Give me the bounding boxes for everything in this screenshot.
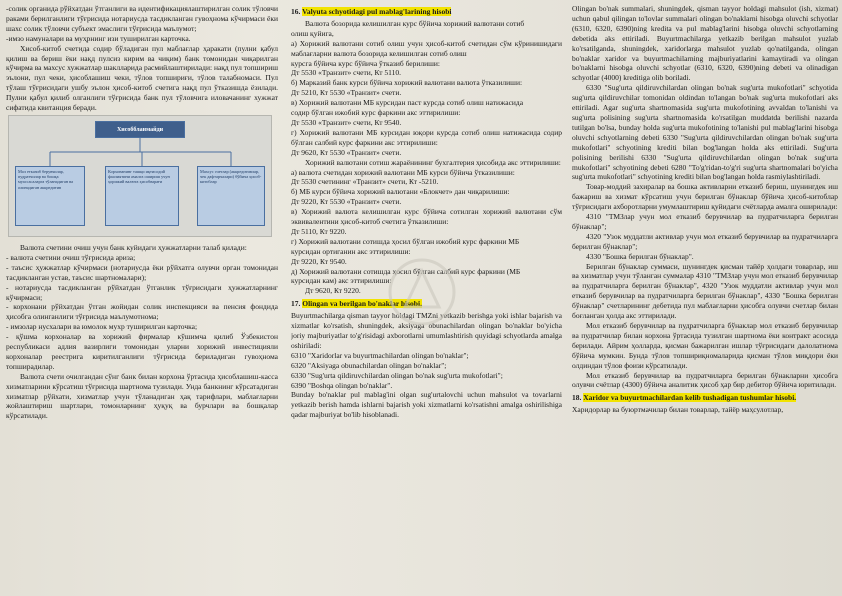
paragraph: Харидорлар ва буюртмачилар билан товарлар, тайёр маҳсулотлар, (572, 405, 784, 415)
column-right (572, 4, 838, 594)
list-item-text: корхонани рўйхатдан ўтган жойидан солик инспекцияси ва пенсия фондида ҳисобга олинганлиги тўғрисида маълумотнома; (6, 302, 278, 322)
text-line: 6390 "Boshqa olingan bo'naklar". (291, 380, 393, 390)
paragraph: Хорижий валютани сотиш жараёнининг бухгалтерия ҳисобида акс эттирилиши: (305, 157, 561, 167)
diagram-top-box: Хисоббланмайди (95, 121, 185, 138)
paragraph: Olingan bo'nak summalari, shuningdek, qisman tayyor holdagi mahsulot (ish, xizmat) uchun qabul qilingan to'lovlar summalari olingan bo'naklarni hisobga oluvchi schyotlar (6310, 6320, 6390)ning kredita va pul mablag'larini hisobga oluvchi schyotlarning debetida aks ettiriladi. Buyurtmachilarga yetkazib berilgan mahsulot yuzlab ko'rsatilganda, shuningdek, xaridorlarga mahsulot yuzlab qo'natilganda, olingan bo'naklar xaridor va buyurtmachilarning majburiyatlarini kamaytiradi va olingan bo'naklarni hisobga oluvchi schyotlar (6310, 6320, 6390)ning debeti va olinadigan schyotlar (4000) kreditiga olib boriladi. (572, 4, 838, 83)
heading-number: 16. (291, 7, 301, 16)
text-line: Дт 5530 счетининг «Транзит» счети, Кт -5210. (291, 177, 439, 187)
paragraph: Мол етказиб берувчилар ва пудратчиларга берилган бўнакларни ҳисобга олувчи счётлар (4300) бўйича аналитик ҳисоб ҳар бир дебитор бўйича юритилади. (572, 370, 838, 390)
scheme-diagram (8, 115, 272, 237)
text-line: г) Хорижий валютани сотишда ҳосил бўлган ижобий курс фаркини МБ (291, 236, 520, 246)
text-line: Дт 5530 «Транзит» счети, Кт 9540. (291, 117, 402, 127)
text-line: в) Хорижий валюта келишилган курс бўйича сотилган хорижий валютани сўм эквивалентини ҳисоб-китоб счетига ўтказилиши: (291, 207, 562, 227)
text-line: курсидан ортиганин акс эттирилиши: (291, 246, 411, 256)
text-line: Дт 9620, Кт 9220. (305, 286, 361, 296)
diagram-box-3: Махсус счетлар (аккредитивлар, чек дафтарчалари) бўйича ҳисоб-китоблар (197, 166, 265, 226)
paragraph: 6330 "Sug'urta qildiruvchilardan olingan bo'nak sug'urta mukofotlari" schyotida sug'urta qildiruvchilar tomonidan oldindan to'langan bo'nak sug'urta mukofotlari aks ettiriladi. Agar sug'urta shartnomasida sug'urta mukofotining avvaldan to'lanishi va sug'urta polisining sug'urta shartnomasida ko'rsatilgan muddatda berilishi nazarda tutilgan bo'lsa, bunday holda sug'urta mukofotining to'lanishi pul mablag'larini hisobga oluvchi schyotlarning debeti 6330 "Sug'urta qildiruvchilardan olingan bo'nak sug'urta mukofotlari" schyotining krediti bilan bog'langan holda aks ettiriladi. Sug'urta polisining berilishi 6330 "Sug'urta qildiruvchilardan olingan bo'nak sug'urta mukofotlari" schyotining debeti 6280 "To'g'ridan-to'g'ri sug'urta shartnomalari bo'yicha sug'urta mukofotlari" schyotining krediti bilan bog'langan holda rasmiylashtiriladi. (572, 83, 838, 182)
heading-text: Xaridor va buyurtmachilardan kelib tushadigan tushumlar hisobi. (583, 393, 797, 403)
text-line: Дт 5210, Кт 5530 «Транзит» счети. (291, 88, 402, 98)
text-line: 6310 "Xaridorlar va buyurtmachilardan olingan bo'naklar"; (291, 350, 469, 360)
text-line: курсга бўйича курс бўйича ўтказиб берилиши: (291, 58, 441, 68)
paragraph: Валюта бозорида келишилган курс бўйича хорижий валютани сотиб (305, 18, 525, 28)
heading-text: Valyuta schyotidagi pul mablag'larining hisobi (302, 7, 452, 16)
diagram-box-1: Мол етказиб берувчилар, пудратчилар ва бошқа муассасаларга тўланадиган ва олинадиган аккредитив (15, 166, 85, 226)
list-item-text: имзолар нусхалари ва юмолок мухр туширилган карточка; (10, 322, 198, 332)
list-item-text: қўшма корхоналар ва хорижий фирмалар кўшимча қилиб Ўзбекистон республикаси адлия вазирлиги томонидан уларни хорижий инвестицияли корхоналар реестрига киритилганлиги тўғрисида бериладиган гувоҳнома топширадилар. (6, 332, 278, 371)
list-item: - имзолар нусхалари ва юмолок мухр туширилган карточка; (6, 322, 198, 332)
paragraph: Bunday bo'naklar pul mablag'ini olgan sug'urtalovchi uchun mahsulot va tovarlarni yetkazib berish hamda ishlarni bajarish yoki xizmatlarni ko'rsatishni amalga oshirilishiga qadar majburiyat bo'lib hisoblanadi. (291, 390, 562, 420)
text-line: 6330 "Sug'urta qildiruvchilardan olingan bo'nak sug'urta mukofotlari"; (291, 370, 503, 380)
text-line: а) валюта счетидан хорижий валютани МБ курси бўйича ўтказилиши: (291, 167, 515, 177)
heading-number: 17. (291, 299, 301, 309)
text-line: а) Хорижий валютани сотиб олиш учун ҳисоб-китоб счетидан сўм кўринишидаги маблағларни валюта бозорида келишилган сотиб олиш (291, 38, 562, 58)
text-line: д) Хорижий валютани сотишда ҳосил бўлган салбий курс фаркини (МБ (291, 266, 521, 276)
list-item: - валюта счетини очиш тўғрисида ариза; (6, 252, 136, 262)
watermark-logo (385, 255, 460, 330)
list-item: 4320 "Узок муддатли активлар учун мол етказиб берувчилар ва пудратчиларга берилган бўнаклар"; (572, 231, 838, 251)
section-heading-16 (291, 7, 562, 17)
heading-text: Olingan va berilgan bo'naklar hisobi. (302, 299, 422, 309)
text-line: курсидан кам) акс эттирилиши: (291, 276, 392, 286)
text-line: в) Хорижий валютани МБ курсидан паст курсда сотиб олиш натижасида (291, 98, 524, 108)
heading-number: 18. (572, 393, 582, 403)
column-left (6, 4, 278, 594)
list-item-text: таъсис ҳужжатлар кўчирмаси (нотариусда ёки рўйхатга олувчи орган томонидан тасдикланган устав, таъсис шартномалари); (6, 262, 278, 282)
text-line: г) Хорижий валютани МБ курсидан юқори курсда сотиб олиш натижасида содир бўлган салбий курс фаркини акс эттирилиши: (291, 127, 562, 147)
paragraph: Buyurtmachilarga qisman tayyor holdagi TMZni yetkazib berishga yoki ishlar bajarish va xizmatlar ko'rsatish, shuningdek, aksiyaga obunachilardan olingan bo'naklar bo'yicha joriy majburiyatlar to'g'risidagi axborotlarni umumlashtirish quyidagi schyotlarda amalga oshiriladi: (291, 311, 562, 350)
list-item-text: валюта счетини очиш тўғрисида ариза; (10, 252, 136, 262)
diagram-box-2: Корхонанинг ташқи иқтисодий фаолиятини амалга ошириш учун ҳорижий валюта ҳисобварағи (105, 166, 179, 226)
text-line: -имзо намуналари ва муҳрнинг изи туширилган карточка. (6, 33, 191, 43)
text-line: б) Марказий банк курси бўйича хорижий валютани валюта ўтказилиши: (291, 78, 523, 88)
paragraph: Хисоб-китоб счетида содир бўладиган пул маблағлар ҳаракати (пулни қабул қилиш ва бериш ёки нақд пулсиз кирим ва чиқим) банк томонидан чиқарилган кўчирма ва махсус хужжатлар шаклларида расмийлаштирилади: нақд пул топшириш эълони, пул чеки, ҳисоблашиш чеки, тўлов топшириғи, тўлов талабномаси. Пул тўлаш тўғрисидаги ушбу эълон ҳисоб-китоб счетига нақд пул ўтказишда ёзилади. Пулни қабул қилиб олганлиги тўғрисида банк пул тўловчига иловачанинг хужжат сифатида квитанция беради. (6, 43, 278, 113)
text-line: Дт 9220, Кт 9540. (291, 256, 347, 266)
list-item-text: нотариусда тасдикланган рўйхатдан ўтганлик тўғрисидаги ҳужжатларнинг кўчирмаси; (6, 282, 278, 302)
text-line: -солик органида рўйхатдан ўтганлиги ва идентификациялаштирилган солик тўловчи раками берилганлиги тўғрисида нотариусда тасдикланган гувоҳнома кўчирмаси ёки шахс солик тўловчи субъект эмаслиги тўғрисида маълумот; (6, 4, 278, 33)
text-line: содир бўлган ижобий курс фаркини акс эттирилиши: (291, 108, 461, 118)
text-line: Дт 5530 «Транзит» счети, Кт 5110. (291, 68, 401, 78)
text-line: Дт 5110, Кт 9220. (291, 226, 347, 236)
text-line: 6320 "Aksiyaga obunachilardan olingan bo'naklar"; (291, 360, 447, 370)
list-item: - нотариусда тасдикланган рўйхатдан ўтганлик тўғрисидаги ҳужжатларнинг кўчирмаси; (6, 282, 278, 302)
paragraph: Берилган бўнаклар суммаси, шунингдек қисман тайёр ҳолдаги товарлар, иш ва хизматлар учун тўланган суммалар 4310 "ТМЗлар учун мол етказиб берувчилар ва пудратчиларга берилган бўнаклар", 4320 "Узок муддатли активлар учун мол етказиб берувчилар ва пудратчиларга берилган бўнаклар", 4330 "Бошка берилган бўнаклар" счетларининг дебетида пул маблағларни ҳисобга олувчи счетлар билан боғланган ҳолда акс эттирилади. (572, 261, 838, 321)
section-heading-18 (572, 393, 838, 403)
text-line: б) МБ курси бўйича хорижий валютани «Блокчет» дан чиқарилиши: (291, 187, 510, 197)
text-line: Дт 9620, Кт 5530 «Транзит» счети. (291, 147, 402, 157)
paragraph: Валюта счетини очиш учун банк куйидаги ҳужжатларни талаб қилади: (20, 242, 247, 252)
paragraph: Мол етказиб берувчилар ва пудратчиларга бўнаклар мол етказиб берувчилар ва пудратчилар билан корхона ўртасида тузилган шартнома ёки контракт асосида берилади. Айрим ҳолларда, қисман бажарилган ишлар тўғрисидаги далолатнома бўйича мумкин. Бунда тўлов топшириқномаларида қисман тўлов миқдори ёки олдиндан тўлов фоизи кўрсатилади. (572, 321, 838, 370)
list-item: - корхонани рўйхатдан ўтган жойидан солик инспекцияси ва пенсия фондида ҳисобга олинганлиги тўғрисида маълумотнома; (6, 302, 278, 322)
list-item: 4310 "ТМЗлар учун мол етказиб берувчилар ва пудратчиларга берилган бўнаклар"; (572, 212, 838, 231)
text-line: олиш қуйига, (291, 28, 334, 38)
list-item: - қўшма корхоналар ва хорижий фирмалар кўшимча қилиб Ўзбекистон республикаси адлия вазирлиги томонидан уларни хорижий инвестицияли корхоналар реестрига киритилганлиги тўғрисида бериладиган гувоҳнома топширадилар. (6, 332, 278, 371)
list-item: 4330 "Бошка берилган бўнаклар". (586, 251, 694, 261)
paragraph: Валюта счети очилгандан сўнг банк билан корхона ўртасида ҳисоблашиш-касса хизматларини кўрсатиш тўғрисида шартнома тузилади. Унда банкнинг кўрсатадиган хизматлар рўйхати, хизматлар учун тўланадиган ҳақ тарифлари, маблағларни жойлаштириш шартлари, томонларнинг ҳуқуқ ва бурчлари ва бошқалар кўрсатилади. (6, 371, 278, 421)
text-line: Дт 9220, Кт 5530 «Транзит» счети. (291, 197, 402, 207)
list-item: - таъсис ҳужжатлар кўчирмаси (нотариусда ёки рўйхатга олувчи орган томонидан тасдикланган устав, таъсис шартномалари); (6, 262, 278, 282)
paragraph: Товар-моддий захиралар ва бошка активларни етказиб бериш, шунингдек иш бажариш ва хизмат кўрсатиш учун берилган бўнаклар бўйича ҳисоб-китоблар тўғрисидаги ахборотларни умумлаштириш қуйидаги счётларда амалга оширилади: (572, 182, 838, 212)
